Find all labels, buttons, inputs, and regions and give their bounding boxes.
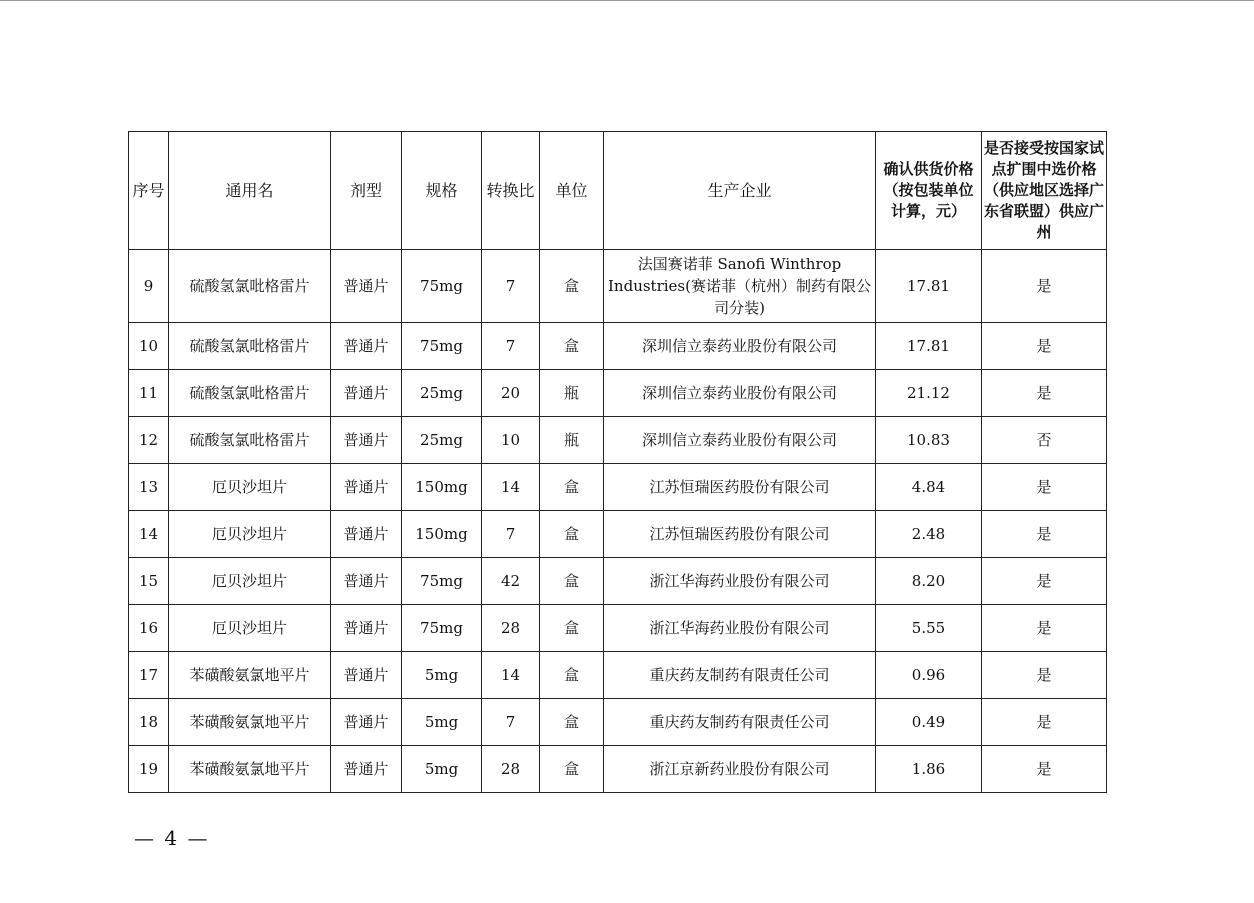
cell-unit: 盒 (540, 652, 604, 699)
cell-accept-supply: 是 (982, 558, 1107, 605)
cell-manufacturer: 重庆药友制药有限责任公司 (604, 699, 876, 746)
cell-unit: 盒 (540, 605, 604, 652)
drug-price-table (128, 131, 1107, 793)
cell-unit: 盒 (540, 558, 604, 605)
header-index: 序号 (129, 132, 169, 250)
cell-generic-name: 硫酸氢氯吡格雷片 (169, 250, 331, 323)
cell-manufacturer: 深圳信立泰药业股份有限公司 (604, 417, 876, 464)
cell-confirmed-price: 8.20 (876, 558, 982, 605)
cell-index: 9 (129, 250, 169, 323)
table-row (129, 464, 1107, 511)
table-row (129, 652, 1107, 699)
cell-confirmed-price: 17.81 (876, 250, 982, 323)
table-header-row (129, 132, 1107, 250)
cell-spec: 75mg (402, 605, 482, 652)
cell-generic-name: 厄贝沙坦片 (169, 464, 331, 511)
cell-dosage-form: 普通片 (331, 605, 402, 652)
cell-index: 16 (129, 605, 169, 652)
cell-accept-supply: 是 (982, 323, 1107, 370)
header-accept-supply: 是否接受按国家试点扩围中选价格（供应地区选择广东省联盟）供应广州 (982, 132, 1107, 250)
header-manufacturer: 生产企业 (604, 132, 876, 250)
cell-unit: 盒 (540, 464, 604, 511)
cell-manufacturer: 深圳信立泰药业股份有限公司 (604, 370, 876, 417)
cell-manufacturer: 法国赛诺菲 Sanofi Winthrop Industries(赛诺菲（杭州）制药有限公司分装) (604, 250, 876, 323)
page-number: — 4 — (134, 826, 210, 850)
cell-index: 11 (129, 370, 169, 417)
header-unit: 单位 (540, 132, 604, 250)
cell-dosage-form: 普通片 (331, 370, 402, 417)
cell-confirmed-price: 10.83 (876, 417, 982, 464)
cell-conversion-ratio: 14 (482, 652, 540, 699)
cell-spec: 150mg (402, 511, 482, 558)
cell-generic-name: 苯磺酸氨氯地平片 (169, 699, 331, 746)
cell-index: 12 (129, 417, 169, 464)
cell-dosage-form: 普通片 (331, 558, 402, 605)
cell-index: 17 (129, 652, 169, 699)
cell-conversion-ratio: 20 (482, 370, 540, 417)
cell-spec: 5mg (402, 699, 482, 746)
cell-confirmed-price: 21.12 (876, 370, 982, 417)
cell-dosage-form: 普通片 (331, 250, 402, 323)
cell-accept-supply: 是 (982, 511, 1107, 558)
cell-conversion-ratio: 14 (482, 464, 540, 511)
cell-accept-supply: 是 (982, 699, 1107, 746)
top-border-line (0, 0, 1254, 1)
header-dosage-form: 剂型 (331, 132, 402, 250)
cell-conversion-ratio: 7 (482, 323, 540, 370)
cell-generic-name: 厄贝沙坦片 (169, 605, 331, 652)
cell-spec: 5mg (402, 746, 482, 793)
cell-spec: 25mg (402, 370, 482, 417)
cell-confirmed-price: 1.86 (876, 746, 982, 793)
cell-conversion-ratio: 28 (482, 746, 540, 793)
cell-accept-supply: 是 (982, 370, 1107, 417)
cell-generic-name: 厄贝沙坦片 (169, 558, 331, 605)
header-generic-name: 通用名 (169, 132, 331, 250)
cell-accept-supply: 是 (982, 464, 1107, 511)
cell-generic-name: 苯磺酸氨氯地平片 (169, 746, 331, 793)
cell-confirmed-price: 0.49 (876, 699, 982, 746)
cell-spec: 150mg (402, 464, 482, 511)
cell-index: 19 (129, 746, 169, 793)
table-row (129, 370, 1107, 417)
cell-manufacturer: 重庆药友制药有限责任公司 (604, 652, 876, 699)
cell-conversion-ratio: 28 (482, 605, 540, 652)
table-row (129, 417, 1107, 464)
header-confirmed-price: 确认供货价格（按包装单位计算，元） (876, 132, 982, 250)
cell-dosage-form: 普通片 (331, 511, 402, 558)
cell-unit: 盒 (540, 746, 604, 793)
cell-generic-name: 苯磺酸氨氯地平片 (169, 652, 331, 699)
table-row (129, 699, 1107, 746)
table-row (129, 746, 1107, 793)
cell-confirmed-price: 5.55 (876, 605, 982, 652)
cell-conversion-ratio: 42 (482, 558, 540, 605)
cell-dosage-form: 普通片 (331, 417, 402, 464)
cell-accept-supply: 是 (982, 250, 1107, 323)
cell-index: 14 (129, 511, 169, 558)
table-row (129, 511, 1107, 558)
cell-accept-supply: 是 (982, 652, 1107, 699)
cell-spec: 5mg (402, 652, 482, 699)
cell-unit: 盒 (540, 323, 604, 370)
cell-confirmed-price: 4.84 (876, 464, 982, 511)
cell-confirmed-price: 2.48 (876, 511, 982, 558)
cell-conversion-ratio: 7 (482, 250, 540, 323)
table-row (129, 605, 1107, 652)
cell-unit: 盒 (540, 699, 604, 746)
cell-spec: 75mg (402, 323, 482, 370)
cell-index: 15 (129, 558, 169, 605)
cell-dosage-form: 普通片 (331, 464, 402, 511)
cell-index: 18 (129, 699, 169, 746)
cell-spec: 75mg (402, 558, 482, 605)
cell-confirmed-price: 17.81 (876, 323, 982, 370)
cell-unit: 瓶 (540, 370, 604, 417)
table-row (129, 250, 1107, 323)
cell-accept-supply: 否 (982, 417, 1107, 464)
cell-manufacturer: 深圳信立泰药业股份有限公司 (604, 323, 876, 370)
header-spec: 规格 (402, 132, 482, 250)
cell-unit: 盒 (540, 250, 604, 323)
cell-index: 13 (129, 464, 169, 511)
header-conversion-ratio: 转换比 (482, 132, 540, 250)
cell-spec: 25mg (402, 417, 482, 464)
cell-unit: 瓶 (540, 417, 604, 464)
cell-dosage-form: 普通片 (331, 746, 402, 793)
cell-generic-name: 厄贝沙坦片 (169, 511, 331, 558)
cell-manufacturer: 江苏恒瑞医药股份有限公司 (604, 464, 876, 511)
cell-unit: 盒 (540, 511, 604, 558)
cell-accept-supply: 是 (982, 746, 1107, 793)
cell-index: 10 (129, 323, 169, 370)
cell-generic-name: 硫酸氢氯吡格雷片 (169, 417, 331, 464)
cell-confirmed-price: 0.96 (876, 652, 982, 699)
cell-manufacturer: 浙江华海药业股份有限公司 (604, 605, 876, 652)
cell-manufacturer: 浙江华海药业股份有限公司 (604, 558, 876, 605)
cell-dosage-form: 普通片 (331, 323, 402, 370)
cell-conversion-ratio: 7 (482, 511, 540, 558)
table-row (129, 558, 1107, 605)
table-row (129, 323, 1107, 370)
cell-spec: 75mg (402, 250, 482, 323)
cell-conversion-ratio: 7 (482, 699, 540, 746)
cell-generic-name: 硫酸氢氯吡格雷片 (169, 370, 331, 417)
cell-manufacturer: 江苏恒瑞医药股份有限公司 (604, 511, 876, 558)
cell-conversion-ratio: 10 (482, 417, 540, 464)
cell-generic-name: 硫酸氢氯吡格雷片 (169, 323, 331, 370)
cell-dosage-form: 普通片 (331, 652, 402, 699)
cell-manufacturer: 浙江京新药业股份有限公司 (604, 746, 876, 793)
cell-accept-supply: 是 (982, 605, 1107, 652)
cell-dosage-form: 普通片 (331, 699, 402, 746)
